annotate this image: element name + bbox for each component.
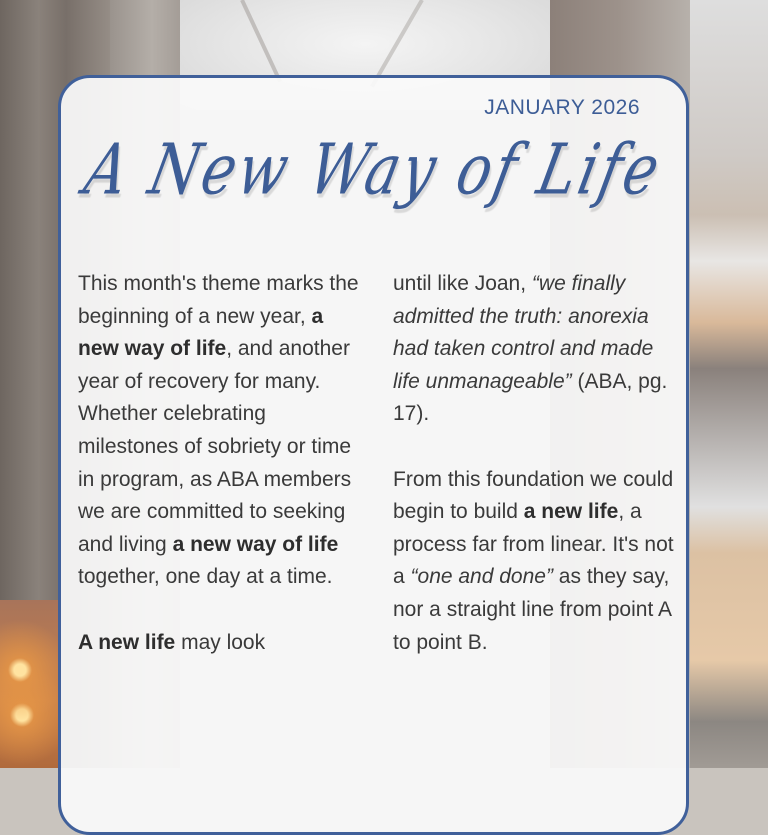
emphasis-text: a new life bbox=[523, 500, 619, 524]
right-column bbox=[393, 268, 675, 692]
emphasis-text: A new life bbox=[78, 630, 176, 654]
body-text: This month's theme marks the beginning of a new year, bbox=[78, 272, 359, 328]
emphasis-text: a new way of life bbox=[172, 532, 339, 556]
citation-text: (ABA, pg. 17). bbox=[393, 369, 668, 426]
paragraph bbox=[78, 627, 360, 660]
paragraph bbox=[393, 268, 675, 431]
page-title: A New Way of Life bbox=[77, 129, 670, 212]
outside-building bbox=[690, 0, 768, 768]
emphasis-text: a new way of life bbox=[78, 304, 324, 361]
body-text: , a process far from linear. It's not a bbox=[393, 500, 674, 589]
quote-text: “we finally admitted the truth: anorexia had taken control and made life unmanageable” bbox=[393, 272, 654, 393]
string-lights bbox=[0, 600, 60, 768]
paragraph bbox=[78, 268, 360, 594]
issue-date: JANUARY 2026 bbox=[484, 96, 640, 119]
body-text: as they say, nor a straight line from point A to point B. bbox=[393, 565, 671, 654]
body-text: together, one day at a time. bbox=[78, 565, 333, 589]
body-text: may look bbox=[175, 630, 266, 654]
left-column bbox=[78, 268, 360, 692]
body-text: , and another year of recovery for many. Whether celebrating milestones of sobriety or time in program, as ABA members we are committed to seeking and living bbox=[78, 337, 352, 556]
paragraph bbox=[393, 464, 675, 660]
body-text: until like Joan, bbox=[393, 272, 532, 295]
newsletter-card bbox=[58, 75, 689, 835]
quote-text: “one and done” bbox=[410, 565, 553, 589]
body-text: From this foundation we could begin to build bbox=[393, 467, 674, 524]
